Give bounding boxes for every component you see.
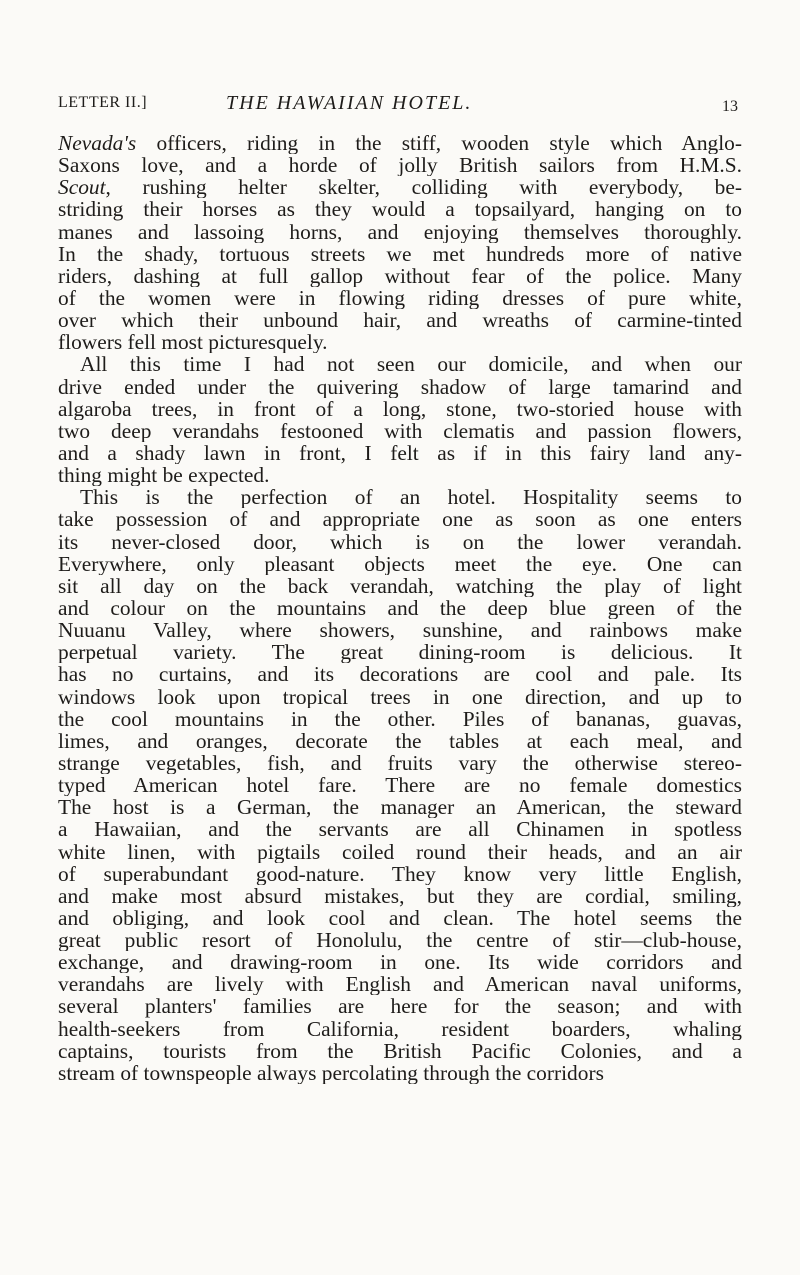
text-line: health-seekers from California, resident boarders, whaling: [58, 1017, 742, 1040]
text-line: In the shady, tortuous streets we met hundreds more of native: [58, 242, 742, 265]
text-line: its never-closed door, which is on the lower verandah.: [58, 530, 742, 553]
text-line: the cool mountains in the other. Piles of bananas, guavas,: [58, 707, 742, 730]
text-line: take possession of and appropriate one as soon as one enters: [58, 508, 742, 531]
text-line: and obliging, and look cool and clean. The hotel seems the: [58, 906, 742, 930]
text-line: of the women were in flowing riding dresses of pure white,: [58, 286, 742, 310]
text-line: exchange, and drawing-room in one. Its wide corridors and: [58, 951, 742, 974]
text-line: drive ended under the quivering shadow of large tamarind and: [58, 375, 742, 398]
text-line: sit all day on the back verandah, watching the play of light: [58, 574, 742, 597]
running-head-chapter: LETTER II.]: [58, 94, 148, 111]
text-line: two deep verandahs festooned with clematis and passion flowers,: [58, 419, 742, 442]
text-line: riders, dashing at full gallop without fear of the police. Many: [58, 264, 742, 287]
text-line: and a shady lawn in front, I felt as if in this fairy land any-: [58, 441, 742, 465]
text-line: verandahs are lively with English and American naval uniforms,: [58, 973, 742, 996]
text-line: and colour on the mountains and the deep blue green of the: [58, 596, 742, 620]
text-line: great public resort of Honolulu, the centre of stir—club-house,: [58, 929, 742, 952]
text-line: manes and lassoing horns, and enjoying themselves thoroughly.: [58, 220, 742, 243]
text-line: of superabundant good-nature. They know very little English,: [58, 862, 742, 885]
text-line: Nuuanu Valley, where showers, sunshine, and rainbows make: [58, 619, 742, 642]
running-head: [58, 90, 738, 116]
text-line: over which their unbound hair, and wreaths of carmine-tinted: [58, 309, 742, 332]
text-line: algaroba trees, in front of a long, stone, two-storied house with: [58, 397, 742, 420]
text-line: captains, tourists from the British Pacific Colonies, and a: [58, 1039, 742, 1062]
text-line: strange vegetables, fish, and fruits vary the otherwise stereo-: [58, 751, 742, 775]
text-line: flowers fell most picturesquely.: [58, 331, 328, 354]
text-line: Everywhere, only pleasant objects meet the eye. One can: [58, 552, 742, 575]
italic-term: Scout: [58, 176, 106, 199]
text-line: Saxons love, and a horde of jolly British sailors from H.M.S.: [58, 154, 742, 177]
text-line: white linen, with pigtails coiled round their heads, and an air: [58, 840, 742, 863]
line-text: , rushing helter skelter, colliding with everybody, be-: [105, 176, 742, 199]
running-head-title: THE HAWAIIAN HOTEL.: [226, 92, 473, 114]
text-line: All this time I had not seen our domicile, and when our: [80, 353, 742, 376]
text-line: stream of townspeople always percolating through the corridors: [58, 1061, 604, 1085]
text-line: a Hawaiian, and the servants are all Chinamen in spotless: [58, 818, 742, 841]
text-line: thing might be expected.: [58, 464, 270, 487]
text-line: has no curtains, and its decorations are cool and pale. Its: [58, 663, 742, 686]
italic-term: Nevada's: [58, 132, 137, 155]
text-line: [58, 132, 742, 154]
body-text: [58, 132, 742, 1084]
text-line: windows look upon tropical trees in one direction, and up to: [58, 685, 742, 708]
text-line: striding their horses as they would a topsailyard, hanging on to: [58, 198, 742, 221]
line-text: officers, riding in the stiff, wooden style which Anglo-: [136, 132, 742, 155]
text-line: perpetual variety. The great dining-room is delicious. It: [58, 641, 742, 664]
text-line: The host is a German, the manager an American, the steward: [58, 796, 742, 819]
text-line: typed American hotel fare. There are no female domestics: [58, 774, 742, 797]
text-line: [58, 176, 742, 198]
text-line: and make most absurd mistakes, but they are cordial, smiling,: [58, 884, 742, 907]
text-line: This is the perfection of an hotel. Hospitality seems to: [80, 486, 742, 509]
page-number: 13: [722, 98, 738, 115]
text-line: several planters' families are here for the season; and with: [58, 995, 742, 1018]
text-line: limes, and oranges, decorate the tables at each meal, and: [58, 729, 742, 752]
